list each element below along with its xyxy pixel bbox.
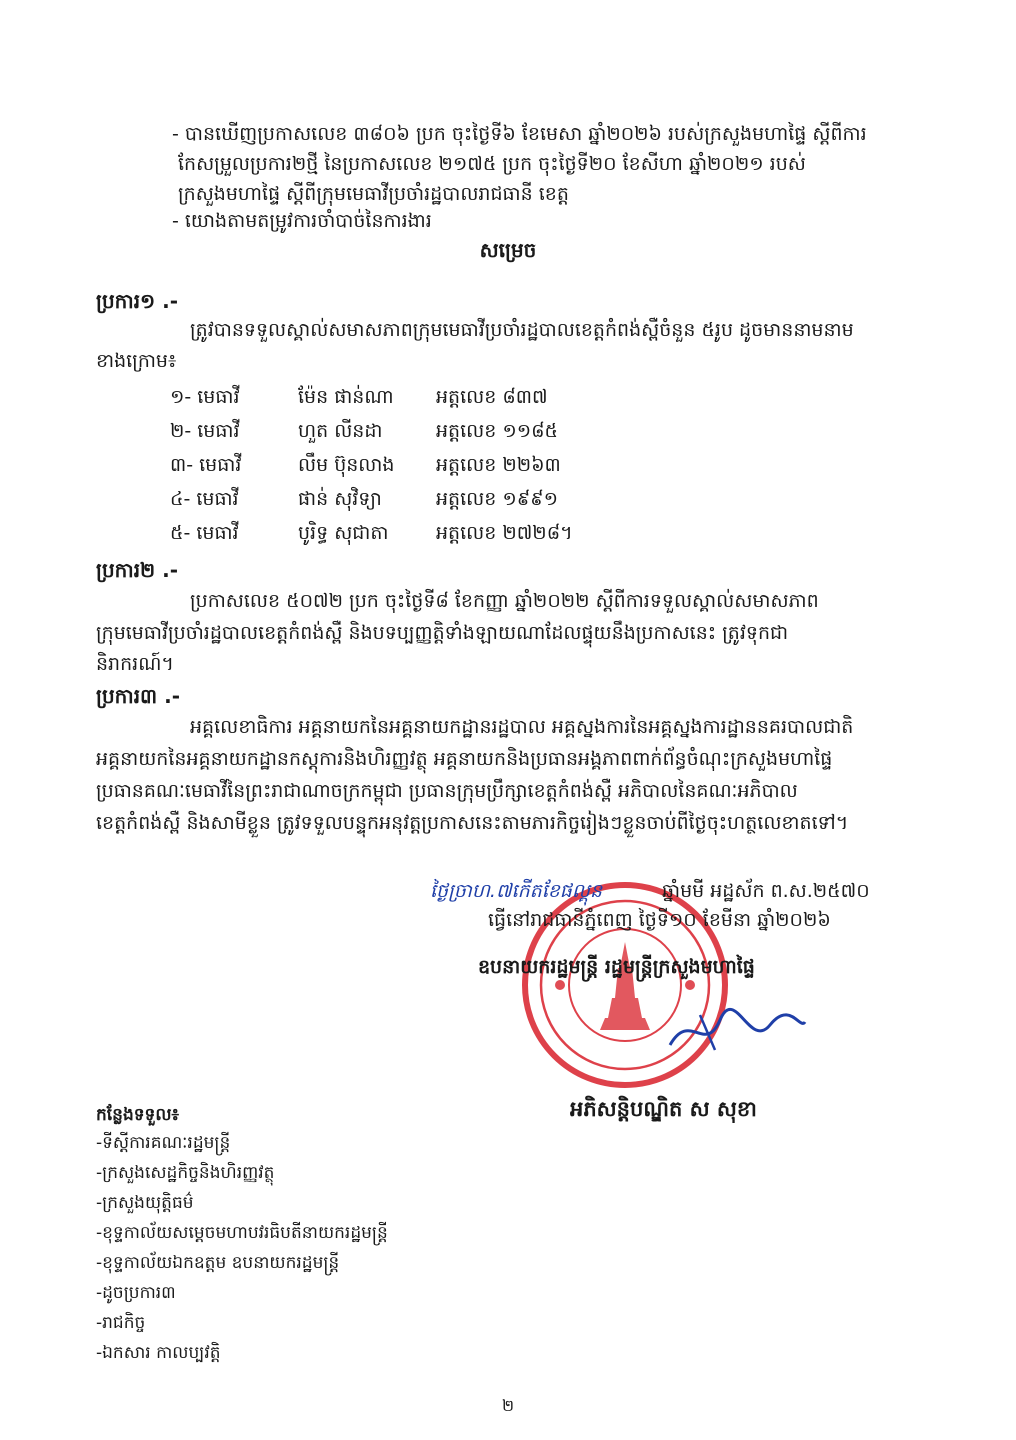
member-number: ៤- មេធាវី (170, 488, 239, 510)
member-registration: អត្តលេខ ៨៣៧ (436, 386, 548, 408)
member-registration: អត្តលេខ ២៧២៨។ (436, 522, 573, 544)
lunar-date: ថ្ងៃច្រាហ.៧កើតខែផល្គុន (430, 880, 603, 902)
member-name: ហួត លីនដា (298, 420, 383, 442)
handwritten-signature (660, 1000, 810, 1060)
member-number: ៥- មេធាវី (170, 522, 239, 544)
recipient-item: -រាជកិច្ច (96, 1313, 146, 1333)
member-number: ៣- មេធាវី (170, 454, 242, 476)
member-number: ១- មេធាវី (170, 386, 240, 408)
member-number: ២- មេធាវី (170, 420, 240, 442)
signatory-name: អភិសន្តិបណ្ឌិត ស សុខា (570, 1097, 757, 1121)
recipient-item: -ក្រសួងយុត្តិធម៌ (96, 1193, 194, 1213)
article-3-line-2: អគ្គនាយកនៃអគ្គនាយកដ្ឋានកស្តុការនិងហិរញ្ញវត្ថុ អគ្គនាយកនិងប្រធានអង្គភាពពាក់ព័ន្ធចំណុះក្រសួងមហាផ្ទៃ (96, 748, 833, 770)
recipient-item: -ទីស្តីការគណៈរដ្ឋមន្ត្រី (96, 1133, 231, 1153)
article-2-heading: ប្រការ២ .- (96, 558, 179, 582)
article-2-line-1: ប្រកាសលេខ ៥០៧២ ប្រក ចុះថ្ងៃទី៨ ខែកញ្ញា ឆ្នាំ២០២២ ស្តីពីការទទួលស្គាល់សមាសភាព (190, 590, 819, 612)
lunar-year: ឆ្នាំមមី អដ្ឋស័ក ព.ស.២៥៧០ (662, 880, 870, 902)
page-number: ២ (501, 1396, 515, 1415)
article-3-heading: ប្រការ៣ .- (96, 684, 180, 708)
preamble-line-2: កែសម្រួលប្រការ២ថ្មី នៃប្រកាសលេខ ២១៧៥ ប្រក ចុះថ្ងៃទី២០ ខែសីហា ឆ្នាំ២០២១ របស់ (178, 153, 806, 175)
recipient-item: -ក្រសួងសេដ្ឋកិច្ចនិងហិរញ្ញវត្ថុ (96, 1163, 275, 1183)
article-1-heading: ប្រការ១ .- (96, 289, 179, 313)
article-3-line-4: ខេត្តកំពង់ស្ពឺ និងសាមីខ្លួន ត្រូវទទួលបន្ទុកអនុវត្តប្រកាសនេះតាមភារកិច្ចរៀងៗខ្លួនចាប់ពីថ្ងៃចុះហត្ថលេខាតទៅ។ (96, 812, 849, 834)
member-registration: អត្តលេខ ២២៦៣ (436, 454, 561, 476)
recipient-item: -ដូចប្រការ៣ (96, 1283, 176, 1303)
signatory-title: ឧបនាយករដ្ឋមន្ត្រី រដ្ឋមន្ត្រីក្រសួងមហាផ្ទៃ (478, 956, 755, 978)
member-name: លឹម ប៊ុនលាង (298, 454, 395, 476)
preamble-line-3: ក្រសួងមហាផ្ទៃ ស្តីពីក្រុមមេធាវីប្រចាំរដ្ឋបាលរាជធានី ខេត្ត (178, 183, 569, 205)
member-registration: អត្តលេខ ១៩៩១ (436, 488, 559, 510)
article-2-line-2: ក្រុមមេធាវីប្រចាំរដ្ឋបាលខេត្តកំពង់ស្ពឺ និងបទប្បញ្ញត្តិទាំងឡាយណាដែលផ្ទុយនឹងប្រកាសនេះ ត្រូវទុកជា (96, 622, 789, 644)
article-1-line-2: ខាងក្រោម៖ (96, 350, 177, 372)
article-2-line-3: និរាករណ៍។ (96, 653, 174, 675)
member-registration: អត្តលេខ ១១៨៥ (436, 420, 559, 442)
preamble-line-1: - បានឃើញប្រកាសលេខ ៣៨០៦ ប្រក ចុះថ្ងៃទី៦ ខែមេសា ឆ្នាំ២០២៦ របស់ក្រសួងមហាផ្ទៃ ស្តីពីការ (172, 123, 867, 145)
recipients-heading: កន្លែងទទួល៖ (96, 1105, 180, 1125)
article-3-line-1: អគ្គលេខាធិការ អគ្គនាយកនៃអគ្គនាយកដ្ឋានរដ្ឋបាល អគ្គស្នងការនៃអគ្គស្នងការដ្ឋាននគរបាលជាតិ (190, 716, 854, 738)
recipient-item: -ខុទ្ទកាល័យសម្តេចមហាបវរធិបតីនាយករដ្ឋមន្ត្រី (96, 1223, 388, 1243)
article-1-line-1: ត្រូវបានទទួលស្គាល់សមាសភាពក្រុមមេធាវីប្រចាំរដ្ឋបាលខេត្តកំពង់ស្ពឺចំនួន ៥រូប ដូចមាននាមនាម (190, 319, 854, 341)
place-date: ធ្វើនៅរាជធានីភ្នំពេញ ថ្ងៃទី១០ ខែមីនា ឆ្នាំ២០២៦ (488, 909, 831, 931)
recipient-item: -ខុទ្ទកាល័យឯកឧត្តម ឧបនាយករដ្ឋមន្ត្រី (96, 1253, 340, 1273)
article-3-line-3: ប្រធានគណៈមេធាវីនៃព្រះរាជាណាចក្រកម្ពុជា ប្រធានក្រុមប្រឹក្សាខេត្តកំពង់ស្ពឺ អភិបាលនៃគណៈអភិបាល (96, 780, 798, 802)
decision-heading: សម្រេច (479, 238, 537, 262)
member-name: ម៉ែន ផាន់ណា (298, 386, 394, 408)
recipient-item: -ឯកសារ កាលប្បវត្តិ (96, 1343, 221, 1363)
preamble-line-4: - យោងតាមតម្រូវការចាំបាច់នៃការងារ (172, 210, 432, 232)
member-name: ផាន់ សុវិទ្យា (298, 488, 382, 510)
member-name: បូរិទ្ធ សុជាតា (298, 522, 389, 544)
